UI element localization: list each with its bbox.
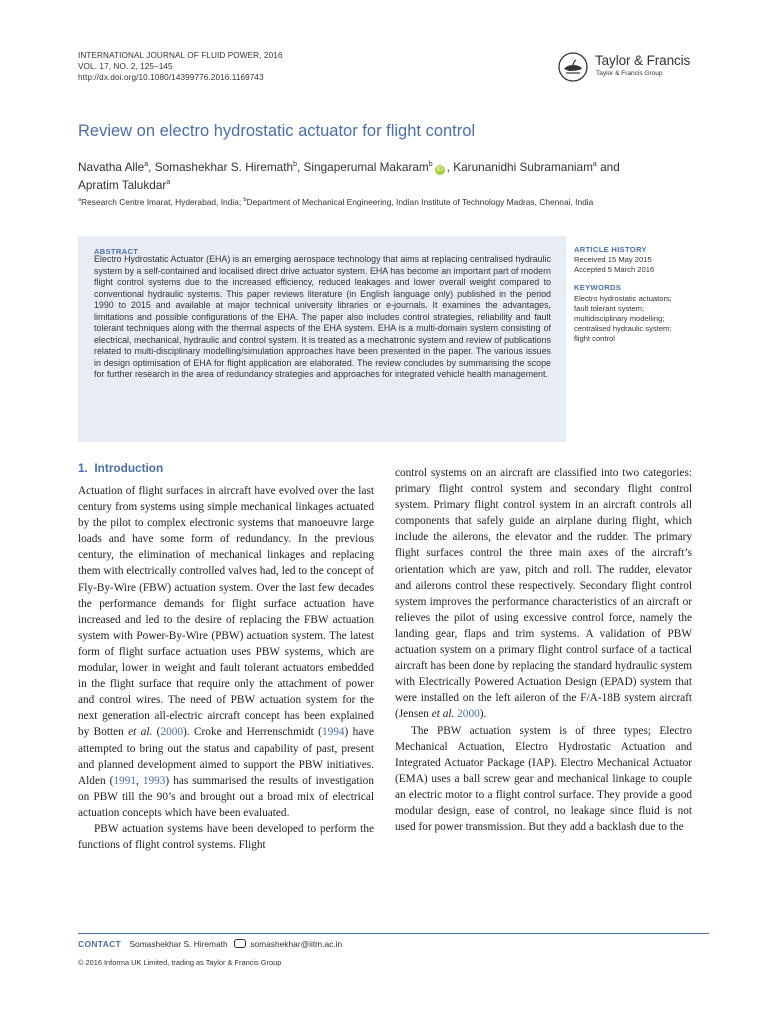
citation-link[interactable]: 1993: [142, 774, 166, 787]
section-title: Introduction: [94, 461, 164, 475]
publisher-group: Taylor & Francis Group: [596, 70, 663, 77]
footer-divider: [78, 933, 709, 934]
keyword-list: [574, 294, 709, 344]
section-number: 1.: [78, 461, 88, 475]
copyright: © 2016 Informa UK Limited, trading as Taylor & Francis Group: [78, 958, 282, 967]
contact-email[interactable]: somashekhar@iitm.ac.in: [250, 939, 343, 949]
journal-name: INTERNATIONAL JOURNAL OF FLUID POWER, 2016: [78, 51, 283, 60]
author-affiliation-mark: b: [428, 161, 433, 168]
article-title: Review on electro hydrostatic actuator for flight control: [78, 122, 476, 140]
lamp-icon: [557, 52, 589, 82]
author-name[interactable]: Karunanidhi Subramaniam: [453, 159, 593, 174]
article-sidebar: [574, 245, 709, 344]
email-icon: [234, 939, 246, 948]
text-italic: et al.: [431, 708, 455, 721]
text-run: ) has summarised the results of investigation on PBW till the 90’s and brought out a broad mix of electrical actuation concepts which have been evaluated.: [78, 774, 374, 819]
affiliation-mark: b: [243, 197, 247, 204]
author-name[interactable]: Somashekhar S. Hiremath: [154, 159, 294, 174]
contact-name: Somashekhar S. Hiremath: [129, 939, 228, 949]
history-heading: ARTICLE HISTORY: [574, 245, 647, 254]
text-run: ).: [479, 708, 487, 721]
text-run: ,: [135, 774, 143, 787]
author-affiliation-mark: a: [592, 161, 597, 168]
affiliations: [78, 197, 708, 207]
paragraph: The PBW actuation system is of three types; Electro Mechanical Actuation, Electro Hydrostatic Actuation and Integrated Actuator Package (IAP). Electro Mechanical Actuator (EMA) uses a ball screw gear and mechanical linkage to couple an electric motor to a flight control surface. They provide a good modular design, ease of control, no leakage since fluid is not used for power transmission. But they add a backlash due to the: [395, 724, 692, 834]
abstract-box: [78, 236, 566, 442]
paragraph: [78, 483, 374, 821]
journal-volume: VOL. 17, NO. 2, 125–145: [78, 62, 173, 71]
citation-link[interactable]: 1994: [321, 726, 345, 739]
affiliation-text: Research Centre Imarat, Hyderabad, India;: [81, 197, 244, 207]
orcid-icon[interactable]: iD: [436, 165, 443, 173]
received-date: Received 15 May 2015: [574, 255, 652, 264]
keyword-item: fault tolerant system;: [574, 304, 645, 313]
citation-link[interactable]: 2000: [160, 726, 184, 739]
keyword-item: centralised hydraulic system;: [574, 324, 672, 333]
accepted-date: Accepted 5 March 2016: [574, 265, 655, 274]
author-affiliation-mark: b: [293, 161, 297, 168]
text-italic: et al.: [128, 726, 153, 739]
abstract-text: Electro Hydrostatic Actuator (EHA) is an emerging aerospace technology that aims at replacing centralised hydraulic system by a self-contained and localised direct drive actuator system. EHA has become an important part of modern flight control systems due to the increased efficiency, reduced leakages and lower overall weight compared to conventional hydraulic systems. This paper reviews literature (in English language only) published in the period 1990 to 2015 and available at major technical university libraries or e-journals. It examines the advantages, limitations and possible configurations of the EHA. The paper also includes control strategies, reliability and fault tolerant techniques along with the thermal aspects of the EHA system. EHA is a multi-domain system consisting of electrical, mechanical, hydraulic and control system. It is treated as a mechatronic system and review of publications related to multi-disciplinary modelling/simulation approaches have been presented in the paper. The various issues in design optimisation of EHA for flight application are elaborated. The review concludes by summarising the scope for further research in the area of redundancy strategies and approaches for integrated vehicle health management.: [94, 254, 551, 379]
author-name[interactable]: Apratim Talukdar: [78, 177, 167, 192]
text-run: Actuation of flight surfaces in aircraft have evolved over the last century from systems using simple mechanical linkages actuated by the pilot to complex electronic systems that manoeuvre large loads and have some form of redundancy. In the previous century, the elimination of mechanical linkages and replacing them with electrically controlled valves had, led to the concept of Fly-By-Wire (FBW) actuation system. Over the last few decades the performance demands for flight surface actuation have increased and led to the desire of replacing the FBW actuation system with Power-By-Wire (PBW) actuation system. The latest form of flight surface actuation uses PBW systems, which are modular, lower in weight and fault tolerant actuators embedded in the flight surface that require only the attachment of power and control wires. The need of PBW actuation system for the next generation all-electric aircraft concept has been explained by Botten: [78, 485, 374, 739]
citation-link[interactable]: 1991: [113, 774, 136, 787]
text-run: control systems on an aircraft are classified into two categories: primary flight control system and secondary flight control system. Primary flight control system in an aircraft controls all components that safely guide an airplane during flight, which include the ailerons, the elevator and the rudder. The primary flight surfaces control the three main axes of the aircraft’s orientation which are yaw, pitch and roll. The rudder, elevator and ailerons control these respectively. Secondary flight control system improves the performance characteristics of an aircraft or relieves the pilot of using excessive control force, namely the landing gear, flaps and trim systems. A validation of PBW actuation system on a primary flight control surface of a tactical aircraft has been done by replacing the standard hydraulic system with Electrically Powered Actuation Design (EPAD) system that were installed on the left aileron of the F/A-18B system aircraft (Jensen: [395, 467, 692, 721]
keywords-heading: KEYWORDS: [574, 283, 622, 292]
citation-link[interactable]: 2000: [457, 708, 480, 721]
affiliation-mark: a: [78, 197, 82, 204]
text-run: (: [152, 726, 161, 739]
author-name[interactable]: Singaperumal Makaram: [303, 159, 429, 174]
body-column-left: [78, 483, 374, 853]
author-list: Navatha Alle$^a$, Somashekhar S. Hiremath$^b$, Singaperumal Makaram$^b$iD , Karunanidhi Subramaniam$^a$ and Apratim Talukdar$^a$: [78, 159, 620, 192]
author-affiliation-mark: a: [166, 178, 171, 186]
contact-line: [78, 939, 342, 949]
text-run: ). Croke and Herrenschmidt (: [183, 726, 322, 739]
text-run: ) have attempted to bring out the status and capability of past, present and planned development aimed to support the PBW initiatives. Alden (: [78, 726, 374, 787]
contact-label: CONTACT: [78, 939, 122, 949]
publisher-logo: [557, 52, 697, 84]
keyword-item: multidisciplinary modelling;: [574, 314, 665, 323]
body-column-right: [395, 465, 692, 835]
author-name[interactable]: Navatha Alle: [78, 159, 145, 174]
author-affiliation-mark: a: [144, 161, 149, 168]
author-and: and: [600, 159, 620, 174]
publisher-name: Taylor & Francis: [595, 53, 691, 68]
abstract-heading: ABSTRACT: [94, 247, 139, 256]
doi-link[interactable]: http://dx.doi.org/10.1080/14399776.2016.1169743: [78, 73, 264, 82]
paragraph: PBW actuation systems have been developed to perform the functions of flight control systems. Flight: [78, 822, 374, 852]
journal-info: [78, 50, 283, 83]
keyword-item: Electro hydrostatic actuators;: [574, 294, 672, 303]
keyword-item: flight control: [574, 334, 615, 343]
section-heading: [78, 461, 163, 475]
affiliation-text: Department of Mechanical Engineering, Indian Institute of Technology Madras, Chennai, India: [246, 197, 594, 207]
paragraph: [395, 465, 692, 723]
